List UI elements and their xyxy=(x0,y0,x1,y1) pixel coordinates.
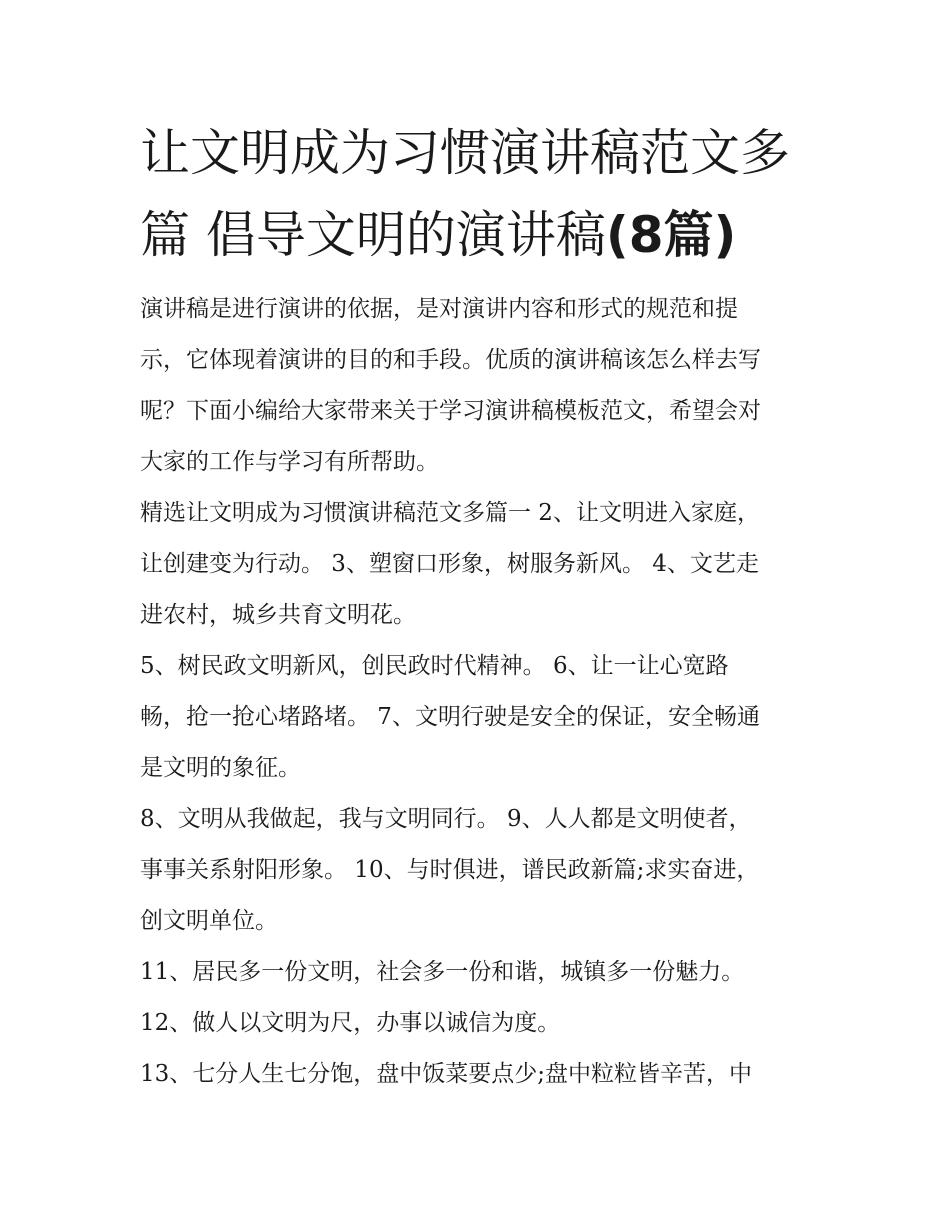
text-line: 进农村，城乡共育文明花。 xyxy=(140,602,416,628)
title-count: (8篇) xyxy=(605,206,737,264)
paragraph-slogan-12 xyxy=(140,998,830,1049)
text-line: 5、树民政文明新风，创民政时代精神。 6、让一让心宽路 xyxy=(140,653,729,679)
paragraph-slogan-11 xyxy=(140,947,830,998)
document-title xyxy=(140,112,830,276)
text-line: 示，它体现着演讲的目的和手段。优质的演讲稿该怎么样去写 xyxy=(140,347,761,373)
paragraph-slogans-2 xyxy=(140,641,830,794)
text-line: 8、文明从我做起，我与文明同行。 9、人人都是文明使者， xyxy=(140,806,752,832)
paragraph-slogan-13 xyxy=(140,1049,830,1100)
text-line: 让创建变为行动。 3、塑窗口形象，树服务新风。 4、文艺走 xyxy=(140,551,759,577)
text-line: 创文明单位。 xyxy=(140,908,278,934)
text-line: 事事关系射阳形象。 10、与时俱进，谱民政新篇;求实奋进， xyxy=(140,857,760,883)
text-line: 呢？下面小编给大家带来关于学习演讲稿模板范文，希望会对 xyxy=(140,398,761,424)
title-line-2: 篇 倡导文明的演讲稿 xyxy=(140,206,606,264)
paragraph-slogans-3 xyxy=(140,794,830,947)
text-line: 演讲稿是进行演讲的依据，是对演讲内容和形式的规范和提 xyxy=(140,296,738,322)
text-line: 12、做人以文明为尺，办事以诚信为度。 xyxy=(140,1010,561,1036)
text-line: 11、居民多一份文明，社会多一份和谐，城镇多一份魅力。 xyxy=(140,959,745,985)
paragraph-intro xyxy=(140,284,830,488)
text-line: 是文明的象征。 xyxy=(140,755,301,781)
text-line: 大家的工作与学习有所帮助。 xyxy=(140,449,439,475)
title-line-1: 让文明成为习惯演讲稿范文多 xyxy=(140,124,790,182)
text-line: 精选让文明成为习惯演讲稿范文多篇一 2、让文明进入家庭， xyxy=(140,500,760,526)
text-line: 畅，抢一抢心堵路堵。 7、文明行驶是安全的保证，安全畅通 xyxy=(140,704,760,730)
text-line: 13、七分人生七分饱，盘中饭菜要点少;盘中粒粒皆辛苦，中 xyxy=(140,1061,753,1087)
paragraph-slogans-1 xyxy=(140,488,830,641)
